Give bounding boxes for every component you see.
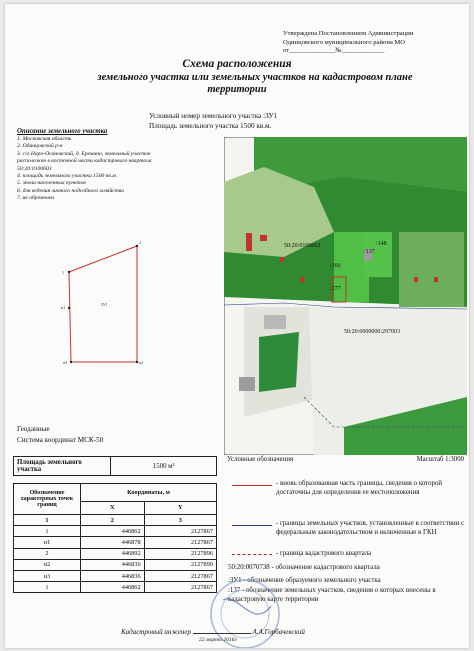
description-item: 3. с/о Наро-Осановский, д. Еремино, земельный участок bbox=[17, 150, 151, 157]
table-row bbox=[14, 548, 217, 559]
coordinate-system: Система координат МСК-50 bbox=[17, 435, 104, 444]
parcel-177-label: :177 bbox=[330, 286, 341, 292]
x-cell: 446836 bbox=[80, 559, 144, 570]
y-cell: 2127867 bbox=[144, 537, 216, 548]
boundary-point bbox=[136, 245, 138, 247]
description-item: 5. земли населенных пунктов bbox=[17, 180, 86, 187]
description-item: расположен в восточной части кадастрового квартала bbox=[17, 158, 152, 165]
signature-line bbox=[193, 633, 251, 634]
point-cell: 2 bbox=[14, 548, 81, 559]
cadastral-map bbox=[224, 137, 467, 455]
legend-text: - вновь образованная часть границы, сведения о которой достаточны для определения ее местоположения bbox=[276, 480, 443, 496]
table-row bbox=[14, 582, 217, 593]
parcel-info bbox=[149, 112, 277, 131]
point-label: н2 bbox=[139, 360, 144, 365]
x-cell: 446892 bbox=[80, 548, 144, 559]
point-label: 1 bbox=[62, 270, 64, 275]
y-cell: 2127867 bbox=[144, 582, 216, 593]
description-list bbox=[17, 136, 217, 203]
point-label: н3 bbox=[63, 360, 68, 365]
coordinates-table bbox=[13, 483, 217, 593]
x-cell: 446878 bbox=[80, 537, 144, 548]
signature-date: 22 марта 2016г bbox=[199, 637, 237, 643]
y-cell: 2127899 bbox=[144, 559, 216, 570]
forest-area bbox=[259, 332, 299, 392]
approval-line-2: Одинцовского муниципального района МО bbox=[283, 38, 406, 46]
house-marker bbox=[414, 277, 418, 282]
building bbox=[264, 315, 286, 329]
approval-line-3: от______________№_____________ bbox=[283, 47, 385, 55]
document-subtitle-2: территории bbox=[207, 84, 267, 95]
geodata-title: Геоданные bbox=[17, 425, 50, 433]
document-title: Схема расположения bbox=[182, 58, 292, 70]
legend-text: - границы земельных участков, установленные в соответствии с федеральным законодательством и включенные в ГКН bbox=[276, 520, 465, 536]
legend-text: :137 - обозначение земельных участков, сведения о которых внесены в кадастровую карте территории bbox=[228, 587, 436, 603]
engineer-role: Кадастровый инженер bbox=[121, 628, 191, 636]
description-item: 1. Московская область bbox=[17, 136, 72, 142]
index-cell: 2 bbox=[80, 515, 144, 526]
field-area bbox=[399, 232, 464, 307]
legend-item bbox=[224, 480, 467, 514]
y-cell: 2127867 bbox=[144, 526, 216, 537]
house-marker bbox=[260, 235, 267, 241]
blue-line-icon bbox=[232, 525, 272, 526]
description-title: Описание земельного участка bbox=[17, 128, 108, 135]
house-marker bbox=[246, 233, 252, 251]
area-value: 1500 м² bbox=[111, 457, 217, 476]
parcel-148-label: :148 bbox=[376, 241, 387, 247]
index-cell: 3 bbox=[144, 515, 216, 526]
x-cell: 446862 bbox=[80, 582, 144, 593]
house-marker bbox=[300, 277, 304, 282]
dashed-line-icon bbox=[232, 554, 272, 555]
parcel-label: ЗУ1 bbox=[101, 302, 108, 307]
building bbox=[239, 377, 255, 391]
x-cell: 446862 bbox=[80, 526, 144, 537]
y-cell: 2127896 bbox=[144, 548, 216, 559]
document-subtitle: земельного участка или земельных участков на кадастровом плане bbox=[97, 72, 413, 83]
description-item: 4. площадь земельного участка 1500 кв.м. bbox=[17, 173, 118, 180]
approval-line-1: Утверждена Постановлением Администрации bbox=[283, 30, 414, 37]
point-label: 2 bbox=[139, 240, 141, 245]
legend-item bbox=[224, 520, 467, 550]
table-row bbox=[14, 570, 217, 581]
legend-text: :ЗУ1 - обозначение образуемого земельного участка bbox=[228, 577, 381, 584]
point-cell: н2 bbox=[14, 559, 81, 570]
quarter-label-top: 50:20:0100603 bbox=[284, 243, 321, 249]
point-label: н1 bbox=[61, 305, 66, 310]
document-page bbox=[5, 4, 469, 648]
conditional-number: Условный номер земельного участка :ЗУ1 bbox=[149, 112, 278, 120]
point-cell: 1 bbox=[14, 582, 81, 593]
legend-title: Условные обозначения bbox=[227, 456, 294, 463]
point-cell: н1 bbox=[14, 537, 81, 548]
boundary-point bbox=[136, 361, 138, 363]
header-y: Y bbox=[144, 501, 216, 514]
footer bbox=[121, 628, 305, 643]
point-cell: н3 bbox=[14, 570, 81, 581]
y-cell: 2127867 bbox=[144, 570, 216, 581]
index-cell: 1 bbox=[14, 515, 81, 526]
description-item: 6. для ведения личного подсобного хозяйства bbox=[17, 187, 124, 194]
house-marker bbox=[434, 277, 438, 282]
house-marker bbox=[280, 257, 284, 262]
quarter-label-bottom: 50:20:0000000:297003 bbox=[344, 329, 401, 335]
legend-item bbox=[224, 550, 467, 560]
description-item: 2. Одинцовский р-н bbox=[17, 143, 63, 150]
x-cell: 446836 bbox=[80, 570, 144, 581]
area-label-2: участка bbox=[17, 466, 42, 473]
point-cell: 1 bbox=[14, 526, 81, 537]
boundary-point bbox=[68, 271, 70, 273]
approval-block bbox=[283, 30, 453, 56]
geodata-block bbox=[17, 424, 103, 445]
header-coords: Координаты, м bbox=[80, 484, 216, 502]
description-item: 50:20:0100603 bbox=[17, 165, 52, 172]
parcel-166-label: :166 bbox=[330, 263, 341, 269]
parcel-area: Площадь земельного участка 1500 кв.м. bbox=[149, 121, 272, 130]
legend-text: 50:20:0070738 - обозначение кадастрового квартала bbox=[228, 564, 380, 571]
boundary-point bbox=[70, 361, 72, 363]
map-scale: Масштаб 1:3000 bbox=[416, 456, 464, 463]
header-x: X bbox=[80, 501, 144, 514]
area-label: Площадь земельного bbox=[17, 459, 82, 466]
engineer-name: А.А.Горбачевский bbox=[252, 628, 305, 636]
description-item: 7. не обременен bbox=[17, 195, 55, 202]
parcel-137-label: :137 bbox=[364, 249, 375, 255]
area-table bbox=[13, 456, 217, 476]
red-line-icon bbox=[232, 485, 272, 486]
area-label-cell bbox=[14, 457, 111, 476]
boundary-point bbox=[68, 307, 70, 309]
table-row bbox=[14, 537, 217, 548]
header-point: Обозначение характерных точек границ bbox=[14, 484, 81, 515]
legend-text: - граница кадастрового квартала bbox=[276, 550, 372, 557]
table-row bbox=[14, 559, 217, 570]
table-row bbox=[14, 526, 217, 537]
parcel-sketch bbox=[45, 236, 165, 376]
